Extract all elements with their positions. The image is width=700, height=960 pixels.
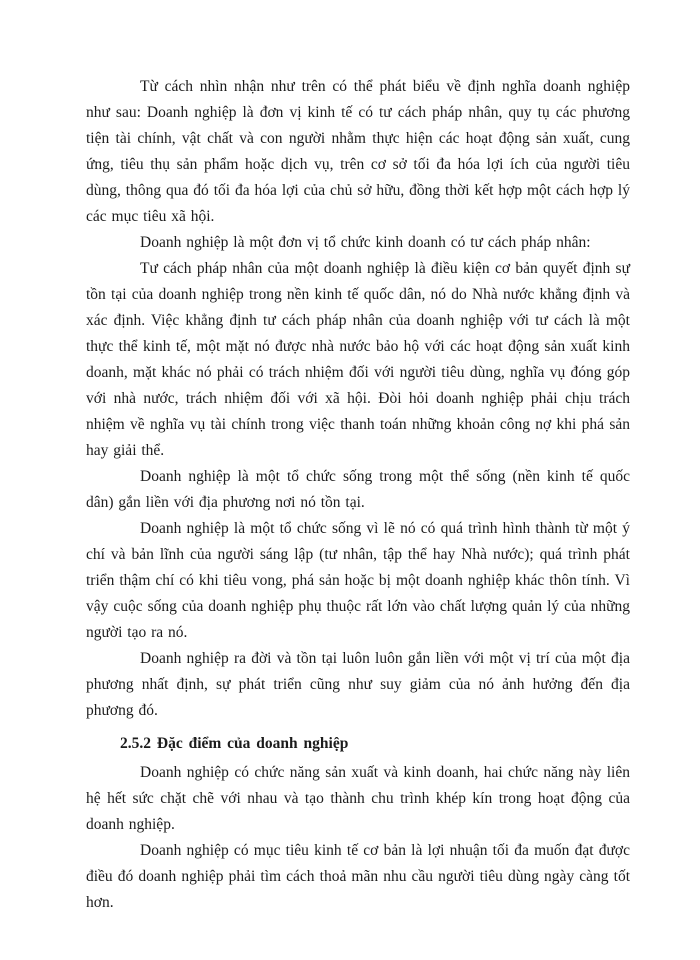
paragraph-profit-goal: Doanh nghiệp có mục tiêu kinh tế cơ bản là lợi nhuận tối đa muốn đạt được điều đó doanh nghiệp phải tìm cách thoả mãn nhu cầu người tiêu dùng ngày càng tốt hơn. [86,842,630,911]
paragraph-living-organization-reason: Doanh nghiệp là một tổ chức sống vì lẽ nó có quá trình hình thành từ một ý chí và bản lĩnh của người sáng lập (tư nhân, tập thể hay Nhà nước); quá trình phát triển thậm chí có khi tiêu vong, phá sản hoặc bị một doanh nghiệp khác thôn tính. Vì vậy cuộc sống của doanh nghiệp phụ thuộc rất lớn vào chất lượng quản lý của những người tạo ra nó. [86,520,630,641]
paragraph-location-attachment: Doanh nghiệp ra đời và tồn tại luôn luôn gắn liền với một vị trí của một địa phương nhất định, sự phát triển cũng như suy giảm của nó ảnh hưởng đến địa phương đó. [86,650,630,719]
paragraph-production-function: Doanh nghiệp có chức năng sản xuất và kinh doanh, hai chức năng này liên hệ hết sức chặt chẽ với nhau và tạo thành chu trình khép kín trong hoạt động của doanh nghiệp. [86,764,630,833]
paragraph-definition-intro: Từ cách nhìn nhận như trên có thể phát biểu về định nghĩa doanh nghiệp như sau: Doanh nghiệp là đơn vị kinh tế có tư cách pháp nhân, quy tụ các phương tiện tài chính, vật chất và con người nhằm thực hiện các hoạt động sản xuất, cung ứng, tiêu thụ sản phẩm hoặc dịch vụ, trên cơ sở tối đa hóa lợi ích của người tiêu dùng, thông qua đó tối đa hóa lợi của chủ sở hữu, đồng thời kết hợp một cách hợp lý các mục tiêu xã hội. [86,78,630,225]
paragraph-living-organization: Doanh nghiệp là một tổ chức sống trong một thể sống (nền kinh tế quốc dân) gắn liền với địa phương nơi nó tồn tại. [86,468,630,511]
document-body [86,74,630,916]
paragraph-legal-entity-statement: Doanh nghiệp là một đơn vị tổ chức kinh doanh có tư cách pháp nhân: [140,234,591,251]
section-heading-2-5-2: 2.5.2 Đặc điểm của doanh nghiệp [120,735,349,752]
paragraph-legal-entity-detail: Tư cách pháp nhân của một doanh nghiệp là điều kiện cơ bản quyết định sự tồn tại của doanh nghiệp trong nền kinh tế quốc dân, nó do Nhà nước khẳng định và xác định. Việc khẳng định tư cách pháp nhân của doanh nghiệp với tư cách là một thực thể kinh tế, một mặt nó được nhà nước bảo hộ với các hoạt động sản xuất kinh doanh, mặt khác nó phải có trách nhiệm đối với người tiêu dùng, nghĩa vụ đóng góp với nhà nước, trách nhiệm đối với xã hội. Đòi hỏi doanh nghiệp phải chịu trách nhiệm về nghĩa vụ tài chính trong việc thanh toán những khoản công nợ khi phá sản hay giải thể. [86,260,630,459]
